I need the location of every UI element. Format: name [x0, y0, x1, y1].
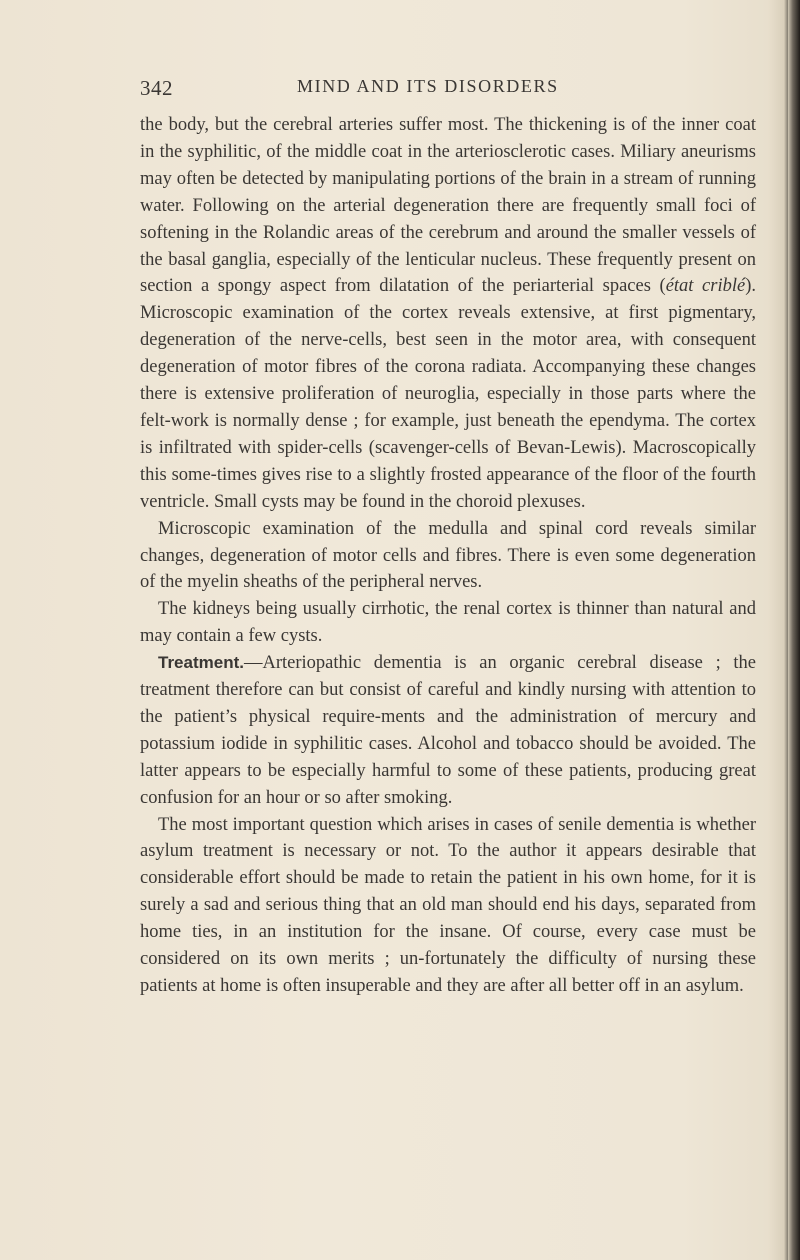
paragraph: Microscopic examination of the medulla and spinal cord reveals similar changes, degeneration of motor cells and fibres. There is even some degeneration of the myelin sheaths of the peripheral nerves. [140, 518, 756, 593]
paragraph-treatment [140, 650, 756, 811]
section-lead: Treatment. [158, 653, 244, 673]
running-head: MIND AND ITS DISORDERS [297, 76, 559, 96]
paragraph: The most important question which arises in cases of senile dementia is whether asylum treatment is necessary or not. To the author it appears desirable that considerable effort should be made to retain the patient in his own home, for it is surely a sad and serious thing that an old man should end his days, separated from home ties, in an institution for the insane. Of course, every case must be considered on its own merits ; un-fortunately the difficulty of nursing these patients at home is often insuperable and they are after all better off in an asylum. [140, 814, 756, 996]
paragraph-text: ). Microscopic examination of the cortex reveals extensive, at first pigmentary, degeneration of the nerve-cells, best seen in the motor area, with consequent degeneration of motor fibres of the corona radiata. Accompanying these changes there is extensive proliferation of neuroglia, especially in those parts where the felt-work is normally dense ; for example, just beneath the ependyma. The cortex is infiltrated with spider-cells (scavenger-cells of Bevan-Lewis). Macroscopically this some-times gives rise to a slightly frosted appearance of the floor of the fourth ventricle. Small cysts may be found in the choroid plexuses. [140, 276, 756, 512]
paragraph: The kidneys being usually cirrhotic, the renal cortex is thinner than natural and may contain a few cysts. [140, 599, 756, 647]
paragraph-text: —Arteriopathic dementia is an organic cerebral disease ; the treatment therefore can but consist of careful and kindly nursing with attention to the patient’s physical require-ments and the administration of mercury and potassium iodide in syphilitic cases. Alcohol and tobacco should be avoided. The latter appears to be especially harmful to some of these patients, producing great confusion for an hour or so after smoking. [140, 653, 756, 808]
body-text [140, 112, 756, 1000]
page-number: 342 [140, 76, 173, 100]
paragraph-text: the body, but the cerebral arteries suffer most. The thickening is of the inner coat in the syphilitic, of the middle coat in the arteriosclerotic cases. Miliary aneurisms may often be detected by manipulating portions of the brain in a stream of running water. Following on the arterial degeneration there are frequently small foci of softening in the Rolandic areas of the cerebrum and around the smaller vessels of the basal ganglia, especially of the lenticular nucleus. These frequently present on section a spongy aspect from dilatation of the periarterial spaces ( [140, 115, 756, 297]
book-edge-shadow [788, 0, 800, 1260]
italic-term: état criblé [665, 276, 746, 297]
paragraph-continued [140, 112, 756, 516]
page-header [0, 76, 800, 104]
